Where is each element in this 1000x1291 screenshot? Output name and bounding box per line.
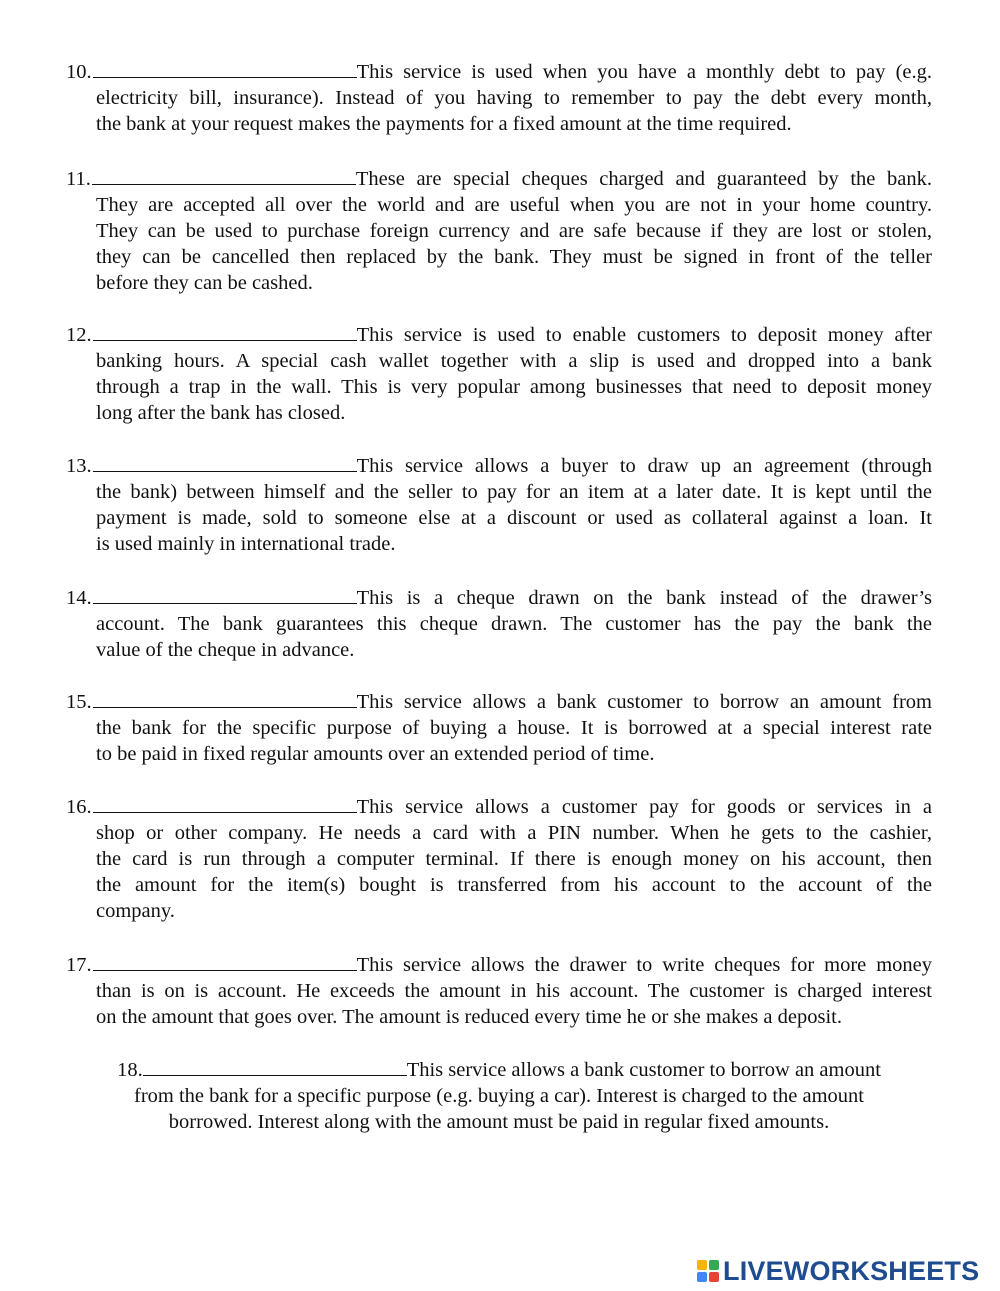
question-text: This service is used when you have a monthly debt to pay (e.g. (356, 61, 932, 83)
answer-blank[interactable] (93, 322, 357, 341)
answer-blank[interactable] (93, 585, 357, 604)
question-text: they can be cancelled then replaced by the bank. They must be signed in front of the teller (96, 246, 932, 268)
question-text: This is a cheque drawn on the bank instead of the drawer’s (356, 587, 932, 609)
logo-square-2 (709, 1260, 719, 1270)
question-18 (66, 1057, 932, 1135)
question-text: long after the bank has closed. (96, 402, 346, 424)
logo-square-4 (709, 1272, 719, 1282)
answer-blank[interactable] (93, 689, 357, 708)
question-line (66, 1109, 932, 1135)
question-text: banking hours. A special cash wallet together with a slip is used and dropped into a bank (96, 350, 932, 372)
question-text: This service allows the drawer to write cheques for more money (356, 954, 932, 976)
question-line (66, 1004, 932, 1030)
question-text: These are special cheques charged and guaranteed by the bank. (355, 168, 932, 190)
liveworksheets-logo (697, 1255, 979, 1287)
question-line (66, 820, 932, 846)
question-line (66, 741, 932, 767)
question-text: the bank) between himself and the seller to pay for an item at a later date. It is kept until the (96, 481, 932, 503)
question-text: is used mainly in international trade. (96, 533, 396, 555)
question-number: 18. (117, 1059, 143, 1081)
question-text: on the amount that goes over. The amount is reduced every time he or she makes a deposit. (96, 1006, 842, 1028)
question-line (66, 322, 932, 348)
question-text: They can be used to purchase foreign currency and are safe because if they are lost or stolen, (96, 220, 932, 242)
question-text: They are accepted all over the world and are useful when you are not in your home country. (96, 194, 932, 216)
answer-blank[interactable] (92, 166, 356, 185)
question-line (66, 611, 932, 637)
question-line (66, 374, 932, 400)
question-line (66, 244, 932, 270)
question-text: before they can be cashed. (96, 272, 313, 294)
question-text: from the bank for a specific purpose (e.g. buying a car). Interest is charged to the amount (134, 1085, 864, 1107)
answer-blank[interactable] (93, 453, 357, 472)
question-text: than is on is account. He exceeds the amount in his account. The customer is charged interest (96, 980, 932, 1002)
question-text: account. The bank guarantees this cheque drawn. The customer has the pay the bank the (96, 613, 932, 635)
question-line (66, 689, 932, 715)
question-line (66, 531, 932, 557)
question-line (66, 505, 932, 531)
question-text: to be paid in fixed regular amounts over an extended period of time. (96, 743, 655, 765)
question-text: value of the cheque in advance. (96, 639, 355, 661)
question-line (66, 1083, 932, 1109)
question-text: the bank for the specific purpose of buying a house. It is borrowed at a special interest rate (96, 717, 932, 739)
answer-blank[interactable] (93, 59, 357, 78)
question-number: 15. (66, 691, 92, 713)
question-13 (66, 453, 932, 557)
question-14 (66, 585, 932, 663)
question-line (66, 453, 932, 479)
question-line (66, 479, 932, 505)
question-text: electricity bill, insurance). Instead of you having to remember to pay the debt every month, (96, 87, 932, 109)
logo-square-1 (697, 1260, 707, 1270)
question-text: This service allows a bank customer to borrow an amount (406, 1059, 881, 1081)
question-10 (66, 59, 932, 137)
question-line (66, 111, 932, 137)
logo-square-3 (697, 1272, 707, 1282)
question-number: 14. (66, 587, 92, 609)
answer-blank[interactable] (93, 952, 357, 971)
answer-blank[interactable] (143, 1057, 407, 1076)
question-line (66, 794, 932, 820)
question-line (66, 400, 932, 426)
question-number: 10. (66, 61, 92, 83)
question-text: borrowed. Interest along with the amount must be paid in regular fixed amounts. (168, 1111, 830, 1133)
question-line (66, 1057, 932, 1083)
question-line (66, 270, 932, 296)
question-number: 11. (66, 168, 91, 190)
question-number: 13. (66, 455, 92, 477)
question-line (66, 637, 932, 663)
question-text: the bank at your request makes the payments for a fixed amount at the time required. (96, 113, 792, 135)
question-11 (66, 166, 932, 296)
question-text: the amount for the item(s) bought is transferred from his account to the account of the (96, 874, 932, 896)
question-line (66, 898, 932, 924)
question-17 (66, 952, 932, 1030)
question-line (66, 59, 932, 85)
question-line (66, 715, 932, 741)
question-text: This service allows a customer pay for goods or services in a (356, 796, 932, 818)
question-line (66, 166, 932, 192)
question-text: payment is made, sold to someone else at a discount or used as collateral against a loan. It (96, 507, 932, 529)
liveworksheets-logo-icon (697, 1260, 719, 1282)
question-text: through a trap in the wall. This is very popular among businesses that need to deposit money (96, 376, 932, 398)
question-text: company. (96, 900, 175, 922)
question-number: 12. (66, 324, 92, 346)
answer-blank[interactable] (93, 794, 357, 813)
question-line (66, 585, 932, 611)
question-text: shop or other company. He needs a card with a PIN number. When he gets to the cashier, (96, 822, 932, 844)
question-text: This service allows a buyer to draw up an agreement (through (356, 455, 932, 477)
question-text: This service allows a bank customer to borrow an amount from (356, 691, 932, 713)
question-15 (66, 689, 932, 767)
question-line (66, 218, 932, 244)
question-16 (66, 794, 932, 924)
question-text: This service is used to enable customers to deposit money after (356, 324, 932, 346)
question-text: the card is run through a computer terminal. If there is enough money on his account, then (96, 848, 932, 870)
question-line (66, 348, 932, 374)
question-line (66, 192, 932, 218)
question-number: 16. (66, 796, 92, 818)
question-line (66, 846, 932, 872)
question-line (66, 85, 932, 111)
logo-text: LIVEWORKSHEETS (723, 1255, 980, 1286)
question-line (66, 872, 932, 898)
question-line (66, 978, 932, 1004)
question-12 (66, 322, 932, 426)
question-number: 17. (66, 954, 92, 976)
question-line (66, 952, 932, 978)
